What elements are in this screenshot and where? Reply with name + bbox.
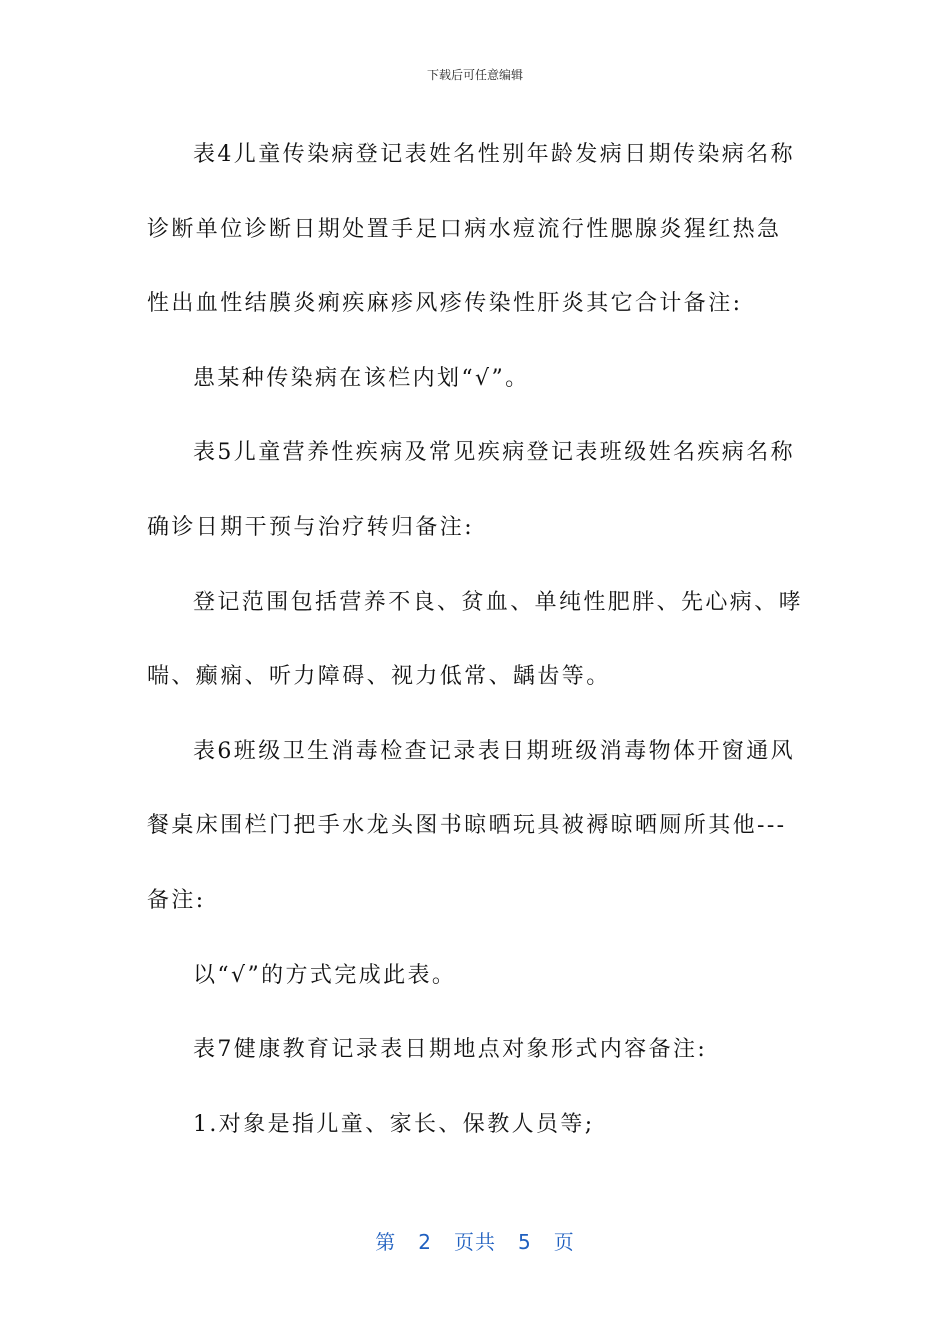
paragraph: 表4儿童传染病登记表姓名性别年龄发病日期传染病名称诊断单位诊断日期处置手足口病水痘流行性腮腺炎猩红热急性出血性结膜炎痢疾麻疹风疹传染性肝炎其它合计备注: bbox=[147, 142, 795, 317]
paragraph: 登记范围包括营养不良、贫血、单纯性肥胖、先心病、哮喘、癫痫、听力障碍、视力低常、龋齿等。 bbox=[147, 589, 804, 690]
paragraph: 1.对象是指儿童、家长、保教人员等; bbox=[193, 1111, 595, 1137]
footer-current-page: 2 bbox=[418, 1230, 432, 1254]
footer-prefix: 第 bbox=[375, 1230, 397, 1254]
footer-middle: 页共 bbox=[454, 1230, 496, 1254]
paragraph: 表5儿童营养性疾病及常见疾病登记表班级姓名疾病名称确诊日期干预与治疗转归备注: bbox=[147, 440, 795, 540]
footer-total-pages: 5 bbox=[518, 1230, 532, 1254]
document-body bbox=[147, 118, 803, 1162]
page-number-footer bbox=[0, 1226, 950, 1255]
paragraph: 以“√”的方式完成此表。 bbox=[193, 962, 457, 988]
page-header: 下载后可任意编辑 bbox=[426, 68, 523, 82]
paragraph: 表6班级卫生消毒检查记录表日期班级消毒物体开窗通风餐桌床围栏门把手水龙头图书晾晒玩具被褥晾晒厕所其他---备注: bbox=[147, 738, 795, 913]
paragraph: 患某种传染病在该栏内划“√”。 bbox=[193, 365, 530, 391]
footer-suffix: 页 bbox=[553, 1230, 575, 1254]
paragraph: 表7健康教育记录表日期地点对象形式内容备注: bbox=[193, 1037, 708, 1063]
